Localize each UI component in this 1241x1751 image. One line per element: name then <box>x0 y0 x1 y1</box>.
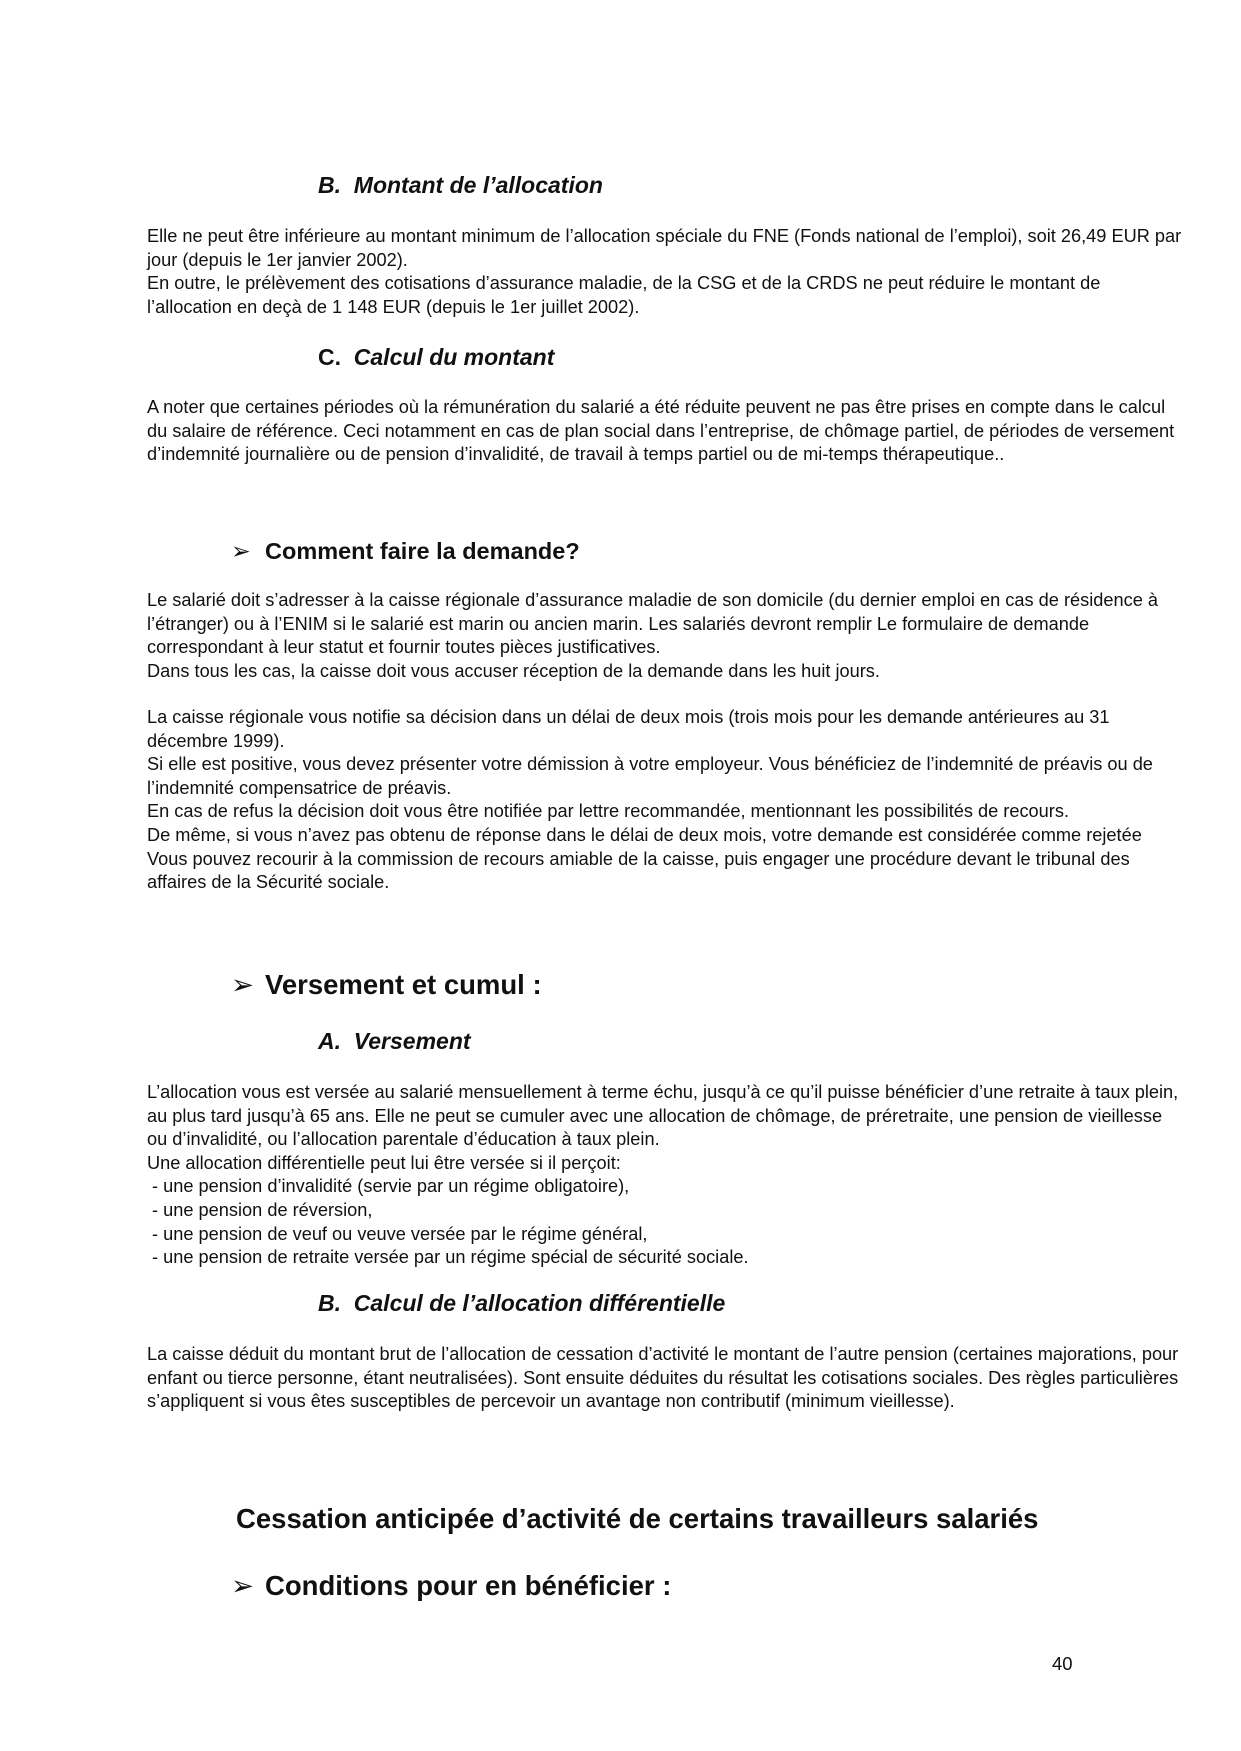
arrow-bullet-icon: ➢ <box>231 538 251 564</box>
section-title: Calcul du montant <box>353 344 555 370</box>
section-heading-versement <box>318 1027 471 1055</box>
paragraph: En cas de refus la décision doit vous être notifiée par lettre recommandée, mentionnant les possibilités de recours. <box>147 801 1069 822</box>
paragraph: La caisse déduit du montant brut de l’allocation de cessation d’activité le montant de l’autre pension (certaines majorations, pour enfant ou tierce personne, étant neutralisées). Sont ensuite déduites du résultat les cotisations sociales. Des règles particulières s’appliquent si vous êtes susceptibles de percevoir un avantage non contributif (minimum vieillesse). <box>147 1344 1179 1412</box>
paragraph: La caisse régionale vous notifie sa décision dans un délai de deux mois (trois mois pour les demande antérieures au 31 décembre 1999). <box>147 707 1110 751</box>
paragraph: L’allocation vous est versée au salarié mensuellement à terme échu, jusqu’à ce qu’il puisse bénéficier d’une retraite à taux plein, au plus tard jusqu’à 65 ans. Elle ne peut se cumuler avec une allocation de chômage, de préretraite, une pension de vieillesse ou d’invalidité, ou l’allocation parentale d’éducation à taux plein. <box>147 1082 1179 1150</box>
paragraph: Dans tous les cas, la caisse doit vous accuser réception de la demande dans les huit jours. <box>147 660 880 681</box>
paragraph: En outre, le prélèvement des cotisations d’assurance maladie, de la CSG et de la CRDS ne peut réduire le montant de l’allocation en deçà de 1 148 EUR (depuis le 1er juillet 2002). <box>147 273 1101 317</box>
heading-text: Comment faire la demande? <box>265 538 580 564</box>
list-item: - une pension de réversion, <box>147 1199 373 1220</box>
section-heading-montant <box>318 171 603 199</box>
section-heading-differentielle <box>318 1289 725 1317</box>
demande-group-2 <box>147 706 1187 895</box>
paragraph: Si elle est positive, vous devez présenter votre démission à votre employeur. Vous bénéficiez de l’indemnité de préavis ou de l’indemnité compensatrice de préavis. <box>147 754 1153 798</box>
section-letter: A. <box>318 1028 341 1054</box>
main-section-title: Cessation anticipée d’activité de certains travailleurs salariés <box>236 1503 1039 1534</box>
differentielle-paragraph <box>147 1343 1187 1414</box>
list-item: - une pension de retraite versée par un régime spécial de sécurité sociale. <box>147 1247 749 1268</box>
list-item: - une pension d’invalidité (servie par un régime obligatoire), <box>147 1176 630 1197</box>
paragraph: De même, si vous n’avez pas obtenu de réponse dans le délai de deux mois, votre demande est considérée comme rejetée Vous pouvez recourir à la commission de recours amiable de la caisse, puis engager une procédure devant le tribunal des affaires de la Sécurité sociale. <box>147 824 1142 893</box>
demande-group-1 <box>147 589 1187 683</box>
calcul-paragraph <box>147 396 1187 467</box>
section-title: Calcul de l’allocation différentielle <box>353 1290 726 1316</box>
paragraph: A noter que certaines périodes où la rémunération du salarié a été réduite peuvent ne pas être prises en compte dans le calcul du salaire de référence. Ceci notamment en cas de plan social dans l’entreprise, de chômage partiel, de périodes de versement d’indemnité journalière ou de pension d’invalidité, de travail à temps partiel ou de mi-temps thérapeutique.. <box>147 397 1175 465</box>
heading-versement-cumul <box>231 968 542 1002</box>
paragraph: Une allocation différentielle peut lui être versée si il perçoit: <box>147 1152 621 1173</box>
section-letter: B. <box>318 172 341 198</box>
heading-text: Conditions pour en bénéficier : <box>265 1570 672 1601</box>
heading-conditions <box>231 1569 671 1603</box>
paragraph: Le salarié doit s’adresser à la caisse régionale d’assurance maladie de son domicile (du dernier emploi en cas de résidence à l’étranger) ou à l’ENIM si le salarié est marin ou ancien marin. Les salariés devront remplir Le formulaire de demande correspondant à leur statut et fournir toutes pièces justificatives. <box>147 590 1158 658</box>
section-letter: B. <box>318 1290 341 1316</box>
arrow-bullet-icon: ➢ <box>231 1570 255 1601</box>
list-item: - une pension de veuf ou veuve versée par le régime général, <box>147 1223 648 1244</box>
versement-paragraphs <box>147 1081 1187 1270</box>
section-heading-calcul <box>318 343 554 371</box>
page-number: 40 <box>1052 1653 1073 1674</box>
heading-text: Versement et cumul : <box>265 969 542 1000</box>
section-letter: C. <box>318 344 341 370</box>
section-title: Versement <box>353 1028 471 1054</box>
paragraph: Elle ne peut être inférieure au montant minimum de l’allocation spéciale du FNE (Fonds national de l’emploi), soit 26,49 EUR par jour (depuis le 1er janvier 2002). <box>147 226 1182 270</box>
montant-paragraphs <box>147 225 1187 319</box>
section-title: Montant de l’allocation <box>353 172 603 198</box>
arrow-bullet-icon: ➢ <box>231 969 255 1000</box>
heading-demande <box>231 536 580 566</box>
